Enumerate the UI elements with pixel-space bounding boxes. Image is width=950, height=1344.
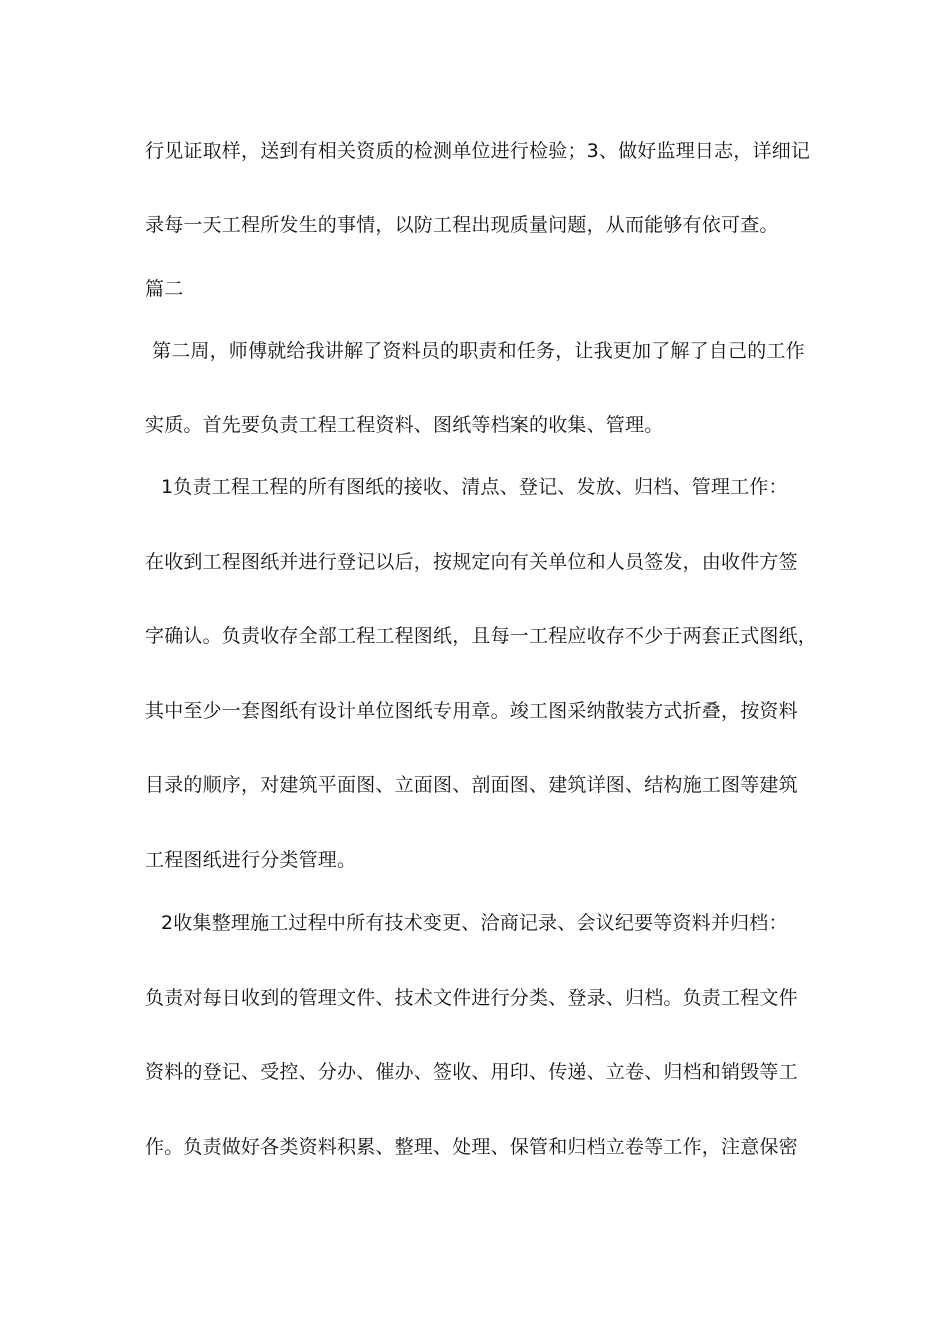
- text-line-4: 实质。首先要负责工程工程资料、图纸等档案的收集、管理。: [145, 414, 664, 436]
- text-line-3: 第二周，师傅就给我讲解了资料员的职责和任务，让我更加了解了自己的工作: [152, 340, 805, 362]
- section-heading: 篇二: [145, 278, 184, 300]
- list-item-1-heading: 1负责工程工程的所有图纸的接收、清点、登记、发放、归档、管理工作：: [161, 476, 788, 498]
- text-line-2: 录每一天工程所发生的事情，以防工程出现质量问题，从而能够有依可查。: [145, 214, 779, 236]
- text-line-9: 工程图纸进行分类管理。: [145, 849, 357, 871]
- text-line-6: 字确认。负责收存全部工程工程图纸，且每一工程应收存不少于两套正式图纸，: [145, 625, 818, 647]
- text-line-10: 负责对每日收到的管理文件、技术文件进行分类、登录、归档。负责工程文件: [145, 987, 798, 1009]
- text-line-7: 其中至少一套图纸有设计单位图纸专用章。竣工图采纳散装方式折叠，按资料: [145, 700, 798, 722]
- text-line-12: 作。负责做好各类资料积累、整理、处理、保管和归档立卷等工作，注意保密: [145, 1136, 798, 1158]
- list-item-2-heading: 2收集整理施工过程中所有技术变更、洽商记录、会议纪要等资料并归档：: [161, 912, 788, 934]
- text-line-1: 行见证取样，送到有相关资质的检测单位进行检验；3、做好监理日志，详细记: [145, 140, 811, 162]
- text-line-11: 资料的登记、受控、分办、催办、签收、用印、传递、立卷、归档和销毁等工: [145, 1061, 798, 1083]
- text-line-8: 目录的顺序，对建筑平面图、立面图、剖面图、建筑详图、结构施工图等建筑: [145, 774, 798, 796]
- text-line-5: 在收到工程图纸并进行登记以后，按规定向有关单位和人员签发，由收件方签: [145, 551, 798, 573]
